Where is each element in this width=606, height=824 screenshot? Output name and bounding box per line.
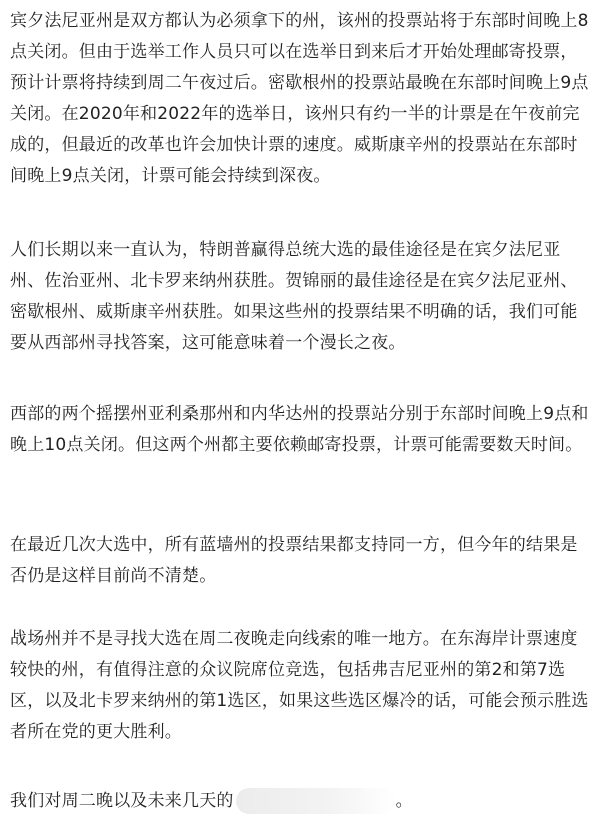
paragraph-western-swing-states: 西部的两个摇摆州亚利桑那州和内华达州的投票站分别于东部时间晚上9点和晚上10点关闭。但这两个州都主要依赖邮寄投票，计票可能需要数天时间。 bbox=[10, 404, 589, 455]
paragraph-pennsylvania-michigan-wisconsin: 宾夕法尼亚州是双方都认为必须拿下的州，该州的投票站将于东部时间晚上8点关闭。但由于选举工作人员只可以在选举日到来后才开始处理邮寄投票，预计计票将持续到周二午夜过后。密歇根州的投票站最晚在东部时间晚上9点关闭。在2020年和2022年的选举日，该州只有约一半的计票是在午夜前完成的，但最近的改革也许会加快计票的速度。威斯康辛州的投票站在东部时间晚上9点关闭，计票可能会持续到深夜。 bbox=[10, 11, 589, 186]
watermark-overlay bbox=[236, 788, 396, 814]
paragraph-closing bbox=[10, 786, 594, 817]
paragraph-blue-wall: 在最近几次大选中，所有蓝墙州的投票结果都支持同一方，但今年的结果是否仍是这样目前尚不清楚。 bbox=[10, 535, 578, 586]
closing-text-end: 。 bbox=[395, 791, 413, 811]
paragraph-paths-to-victory: 人们长期以来一直认为，特朗普赢得总统大选的最佳途径是在宾夕法尼亚州、佐治亚州、北卡罗来纳州获胜。贺锦丽的最佳途径是在宾夕法尼亚州、密歇根州、威斯康辛州获胜。如果这些州的投票结果不明确的话，我们可能要从西部州寻找答案，这可能意味着一个漫长之夜。 bbox=[10, 240, 578, 353]
paragraph-house-races: 战场州并不是寻找大选在周二夜晚走向线索的唯一地方。在东海岸计票速度较快的州，有值得注意的众议院席位竞选，包括弗吉尼亚州的第2和第7选区，以及北卡罗来纳州的第1选区，如果这些选区爆冷的话，可能会预示胜选者所在党的更大胜利。 bbox=[10, 629, 589, 742]
closing-text-start: 我们对周二晚以及未来几天的 bbox=[10, 791, 234, 811]
